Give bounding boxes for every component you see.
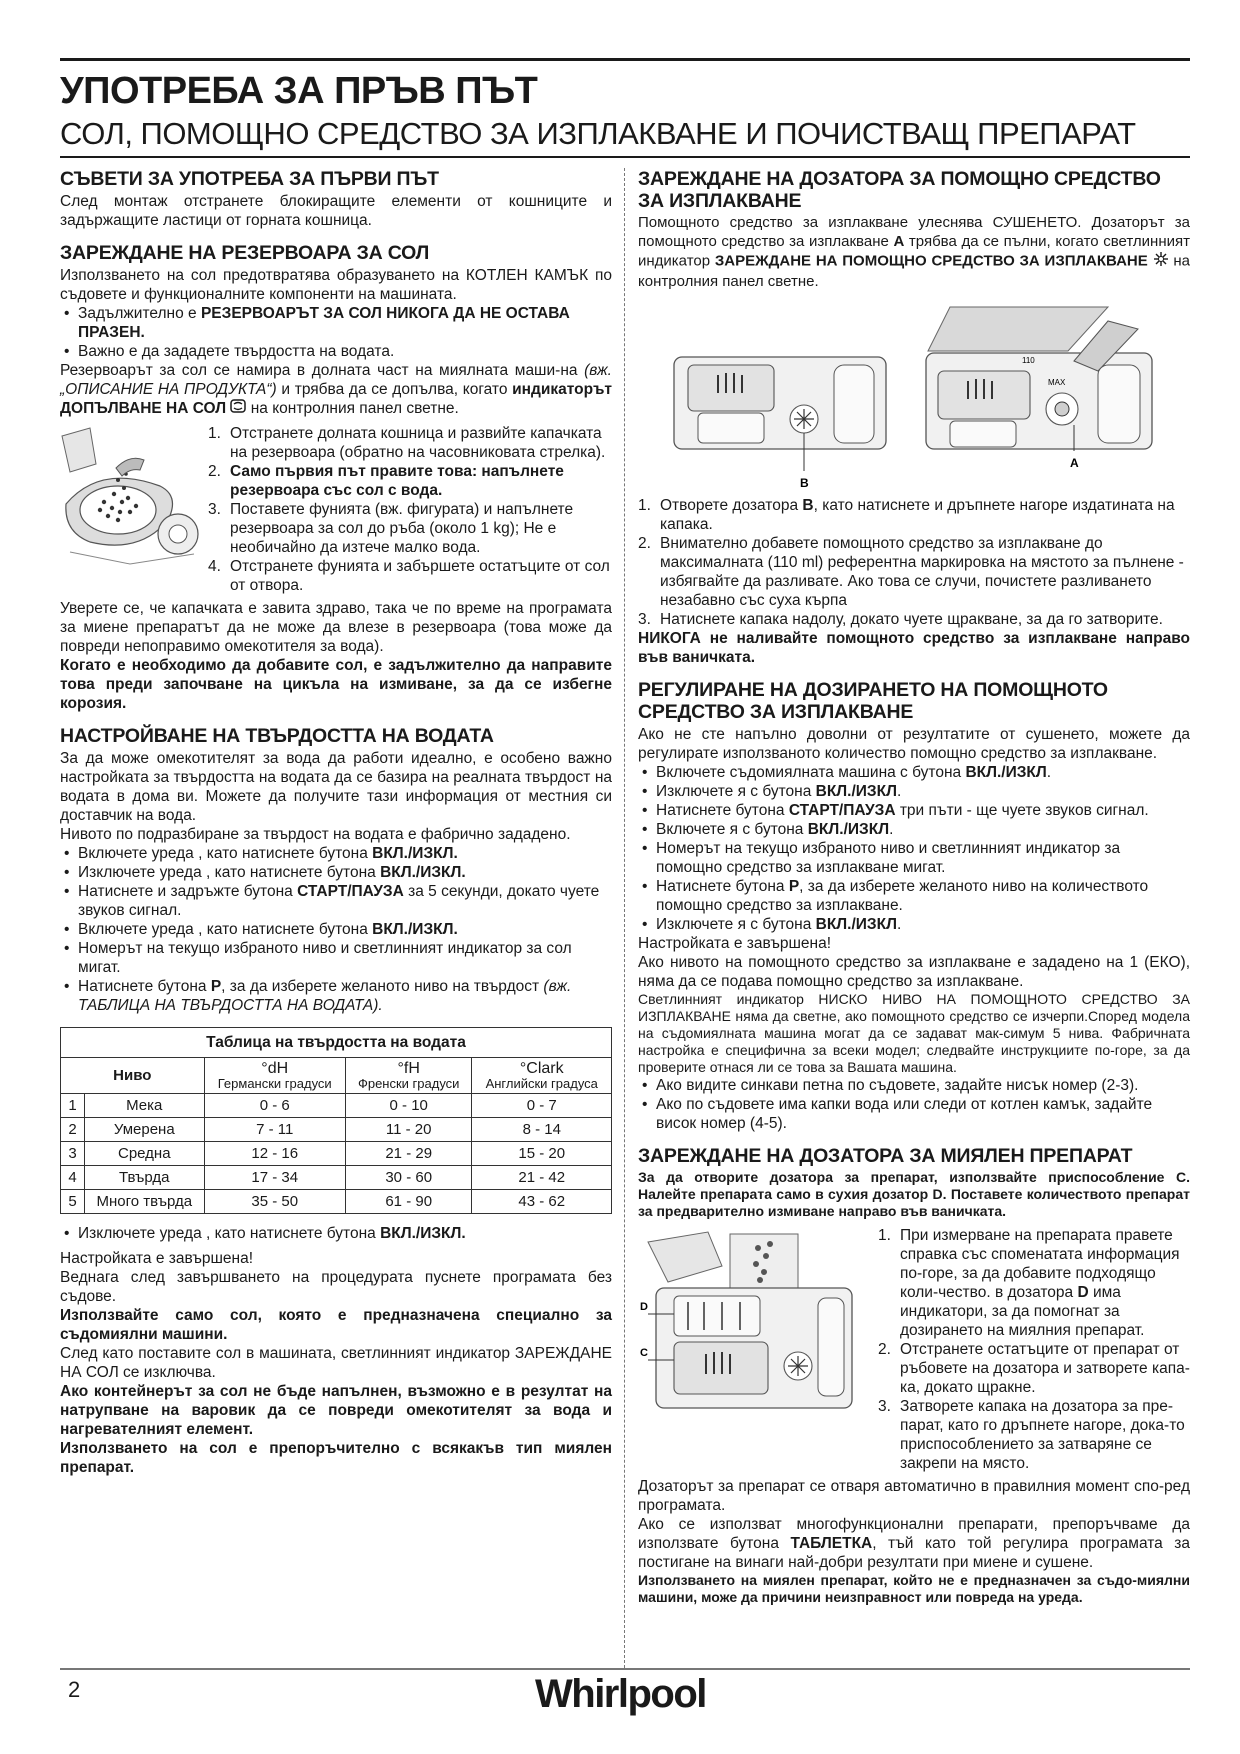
list-item: 2. Отстранете остатъците от препарат от ръбовете на дозатора и затворете капа-ка, докато щракне.	[878, 1341, 1190, 1396]
salt-figure-row	[60, 424, 612, 595]
list-item: • Натиснете бутона P, за да изберете желаното ниво на количеството помощно средство за изплакване.	[638, 877, 1190, 915]
detergent-dispenser-illustration	[638, 1226, 870, 1473]
table-row: 3 Средна 12 - 16 21 - 29 15 - 20	[61, 1142, 612, 1166]
dosing-intro: Ако не сте напълно доволни от резултатите от сушенето, можете да регулирате използваното количество помощно средство за изплакване.	[638, 726, 1190, 762]
table-caption: Таблица на твърдостта на водата	[61, 1028, 612, 1058]
hardness-done: Настройката е завършена!	[60, 1250, 254, 1268]
list-item: 4. Отстранете фунията и забършете остатъците от сол от отвора.	[208, 558, 610, 595]
hardness-bullets	[60, 844, 612, 1015]
list-item: • Ако видите синкави петна по съдовете, задайте нисък номер (2-3).	[638, 1076, 1190, 1095]
list-item: • Включете я с бутона ВКЛ./ИЗКЛ.	[638, 820, 1190, 839]
table-header-clark: °Clark Английски градуса	[472, 1058, 612, 1094]
hardness-p4: Използвайте само сол, която е предназначена специално за съдомиялни машини.	[60, 1307, 612, 1344]
dosing-done: Настройката е завършена!	[638, 935, 832, 952]
hardness-p7: Използването на сол е препоръчително с всякакъв тип миялен препарат.	[60, 1440, 612, 1477]
figure-label-a: A	[1070, 456, 1079, 470]
salt-location: Резервоарът за сол се намира в долната част на миялната маши-на (вж. „ОПИСАНИЕ НА ПРОДУКТА“) и трябва да се допълва, когато индикаторът ДОПЪЛВАНЕ НА СОЛ на контролния панел светне.	[60, 362, 612, 417]
table-header-level: Ниво	[61, 1058, 205, 1094]
detergent-heading: ЗАРЕЖДАНЕ НА ДОЗАТОРА ЗА МИЯЛЕН ПРЕПАРАТ	[638, 1145, 1133, 1167]
salt-after: Уверете се, че капачката е завита здраво, така че по време на програмата за миене препаратът да не може да влезе в резервоара (това може да повреди непоправимо омекотителя за вода).	[60, 600, 612, 656]
list-item: 2. Внимателно добавете помощното средство за изплакване до максималната (110 ml) референтна маркировка на мястото за пълнене - избягвайте да разливате. Ако това се случи, почистете разливането незабавно със суха кърпа	[638, 535, 1184, 609]
table-header-dh: °dH Германски градуси	[204, 1058, 345, 1094]
detergent-p3: Използването на миялен препарат, който не е предназначен за съдо-миялни машини, може да причини неизправност или повреда на уреда.	[638, 1572, 1190, 1605]
salt-intro: Използването на сол предотвратява образуването на КОТЛЕН КАМЪК по съдовете и функционалните компоненти на машината.	[60, 267, 612, 303]
list-item: 3. Затворете капака на дозатора за пре-парат, като го дръпнете нагоре, дока-то приспособлението за затваряне се закрепи на място.	[878, 1398, 1185, 1472]
detergent-figure-row	[638, 1226, 1190, 1473]
list-item: 1. Отворете дозатора B, като натиснете и дръпнете нагоре издатината на капака.	[638, 497, 1175, 533]
list-item: • Ако по съдовете има капки вода или следи от котлен камък, задайте висок номер (4-5).	[638, 1095, 1190, 1133]
list-item: • Задължително е РЕЗЕРВОАРЪТ ЗА СОЛ НИКОГА ДА НЕ ОСТАВА ПРАЗЕН.	[60, 304, 612, 342]
page	[60, 58, 1190, 1698]
page-subtitle: СОЛ, ПОМОЩНО СРЕДСТВО ЗА ИЗПЛАКВАНЕ И ПОЧИСТВАЩ ПРЕПАРАТ	[60, 116, 1136, 151]
hardness-p5: След като поставите сол в машината, светлинният индикатор ЗАРЕЖДАНЕ НА СОЛ се изключва.	[60, 1345, 612, 1382]
detergent-p2: Ако се използват многофункционални препарати, препоръчваме да използвате бутона ТАБЛЕТКА, тъй като той регулира програмата за постигане на винаги най-добри резултати при миене и сушене.	[638, 1516, 1190, 1571]
hardness-p3: Веднага след завършването на процедурата пуснете програмата без съдове.	[60, 1269, 612, 1306]
rinse-aid-indicator-icon	[1153, 251, 1169, 273]
list-item: • Номерът на текущо избраното ниво и светлинният индикатор за сол мигат.	[60, 939, 612, 977]
hardness-bullets-2	[60, 1224, 612, 1243]
hardness-p1: За да може омекотителят за вода да работи идеално, е особено важно настройката за твърдостта на водата да се базира на реалната твърдост на водата в дома ви. Можете да получите тази информация от местния си доставчик на вода.	[60, 750, 612, 825]
list-item: • Натиснете и задръжте бутона СТАРТ/ПАУЗА за 5 секунди, докато чуете звуков сигнал.	[60, 882, 612, 920]
hardness-heading: НАСТРОЙВАНЕ НА ТВЪРДОСТТА НА ВОДАТА	[60, 725, 494, 748]
dosing-notes	[638, 1076, 1190, 1133]
salt-funnel-illustration	[60, 424, 200, 595]
salt-steps	[208, 424, 612, 595]
water-hardness-table	[60, 1027, 612, 1214]
figure-mark-max: MAX	[1048, 378, 1066, 387]
list-item: 1. Отстранете долната кошница и развийте капачката на резервоара (обратно на часовниковата стрелка).	[208, 425, 606, 462]
rinse-warning: НИКОГА не наливайте помощното средство за изплакване направо във ваничката.	[638, 630, 1190, 666]
detergent-steps	[878, 1226, 1190, 1473]
list-item: • Изключете уреда , като натиснете бутона ВКЛ./ИЗКЛ.	[60, 863, 612, 882]
list-item: 3. Натиснете капака надолу, докато чуете щракване, за да го затворите.	[638, 611, 1163, 628]
list-item: • Изключете я с бутона ВКЛ./ИЗКЛ.	[638, 915, 1190, 934]
subtitle-rule	[60, 156, 1190, 158]
salt-heading: ЗАРЕЖДАНЕ НА РЕЗЕРВОАРА ЗА СОЛ	[60, 242, 430, 264]
rinse-dispenser-illustration	[638, 301, 1190, 496]
page-number: 2	[68, 1677, 81, 1702]
figure-label-c: C	[640, 1347, 648, 1359]
bottom-rule	[60, 1668, 1190, 1670]
salt-bullets	[60, 304, 612, 361]
list-item: • Включете уреда , като натиснете бутона ВКЛ./ИЗКЛ.	[60, 844, 612, 863]
list-item: • Включете уреда , като натиснете бутона ВКЛ./ИЗКЛ.	[60, 920, 612, 939]
detergent-intro: За да отворите дозатора за препарат, използвайте приспособление C. Налейте препарата само в сухия дозатор D. Поставете количеството препарат за предварително измиване направо във ваничката.	[638, 1169, 1190, 1219]
list-item: 1. При измерване на препарата правете справка със споменатата информация по-горе, за да добавите подходящо коли-чество. в дозатора D има индикатори, за да помогнат за дозирането на миялния препарат.	[878, 1227, 1180, 1339]
dosing-note: Светлинният индикатор НИСКО НИВО НА ПОМОЩНОТО СРЕДСТВО ЗА ИЗПЛАКВАНЕ няма да светне, ако помощното средство се изчерпи.Според модела на съдомиялната машина могат да се задават мак-симум 5 нива. Фабричната настройка е специфична за всеки модел; следвайте инструкциите по-горе, за да проверите отнася ли се това за Вашата машина.	[638, 991, 1190, 1075]
top-rule	[60, 58, 1190, 61]
rinse-heading: ЗАРЕЖДАНЕ НА ДОЗАТОРА ЗА ПОМОЩНО СРЕДСТВО ЗА ИЗПЛАКВАНЕ	[638, 168, 1161, 212]
hardness-p2: Нивото по подразбиране за твърдост на водата е фабрично зададено.	[60, 826, 571, 844]
list-item: • Включете съдомиялната машина с бутона ВКЛ./ИЗКЛ.	[638, 763, 1190, 782]
right-column	[638, 168, 1190, 1606]
list-item: • Изключете я с бутона ВКЛ./ИЗКЛ.	[638, 782, 1190, 801]
list-item: • Натиснете бутона P, за да изберете желаното ниво на твърдост (вж. ТАБЛИЦА НА ТВЪРДОСТТА НА ВОДАТА).	[60, 977, 612, 1015]
figure-mark-110: 110	[1022, 356, 1035, 365]
column-divider	[624, 168, 625, 1668]
rinse-steps	[638, 496, 1190, 629]
detergent-p1: Дозаторът за препарат се отваря автоматично в правилния момент спо-ред програмата.	[638, 1478, 1190, 1514]
brand-logo: Whirlpool	[535, 1672, 706, 1716]
list-item: • Изключете уреда , като натиснете бутона ВКЛ./ИЗКЛ.	[60, 1224, 612, 1243]
list-item: • Натиснете бутона СТАРТ/ПАУЗА три пъти - ще чуете звуков сигнал.	[638, 801, 1190, 820]
table-row: 2 Умерена 7 - 11 11 - 20 8 - 14	[61, 1118, 612, 1142]
dosing-heading: РЕГУЛИРАНЕ НА ДОЗИРАНЕТО НА ПОМОЩНОТО СРЕДСТВО ЗА ИЗПЛАКВАНЕ	[638, 679, 1108, 723]
figure-label-b: B	[800, 476, 809, 490]
table-row: 4 Твърда 17 - 34 30 - 60 21 - 42	[61, 1166, 612, 1190]
list-item: 3. Поставете фунията (вж. фигурата) и напълнете резервоара за сол до ръба (около 1 kg); Не е необичайно да изтече малко вода.	[208, 501, 574, 557]
list-item: 2. Само първия път правите това: напълнете резервоара със сол с вода.	[208, 463, 564, 500]
table-header-fh: °fH Френски градуси	[345, 1058, 472, 1094]
list-item: • Важно е да зададете твърдостта на водата.	[60, 342, 612, 361]
rinse-intro: Помощното средство за изплакване улеснява СУШЕНЕТО. Дозаторът за помощното средство за изплакване A трябва да се пълни, когато светлинният индикатор ЗАРЕЖДАНЕ НА ПОМОЩНО СРЕДСТВО ЗА ИЗПЛАКВАНЕ на контролния панел светне.	[638, 214, 1190, 290]
table-row: 1 Мека 0 - 6 0 - 10 0 - 7	[61, 1094, 612, 1118]
figure-label-d: D	[640, 1301, 648, 1313]
dosing-bullets	[638, 763, 1190, 934]
salt-warning: Когато е необходимо да добавите сол, е задължително да направите това преди започване на цикъла на измиване, за да се избегне корозия.	[60, 657, 612, 713]
hardness-p6: Ако контейнерът за сол не бъде напълнен, възможно е в резултат на натрупване на варовик да се повреди омекотителят за вода и нагревателният елемент.	[60, 1383, 612, 1439]
tips-text: След монтаж отстранете блокиращите елементи от кошниците и задържащите ластици от горната кошница.	[60, 193, 612, 229]
tips-heading: СЪВЕТИ ЗА УПОТРЕБА ЗА ПЪРВИ ПЪТ	[60, 168, 439, 190]
page-title: УПОТРЕБА ЗА ПРЪВ ПЪТ	[60, 70, 538, 112]
salt-indicator-icon	[230, 399, 246, 418]
table-row: 5 Много твърда 35 - 50 61 - 90 43 - 62	[61, 1190, 612, 1214]
left-column	[60, 168, 612, 1477]
dosing-eco: Ако нивото на помощното средство за изплакване е зададено на 1 (ЕКО), няма да се подава помощно средство за изплакване.	[638, 954, 1190, 990]
list-item: • Номерът на текущо избраното ниво и светлинният индикатор за помощно средство за изплакване мигат.	[638, 839, 1190, 877]
